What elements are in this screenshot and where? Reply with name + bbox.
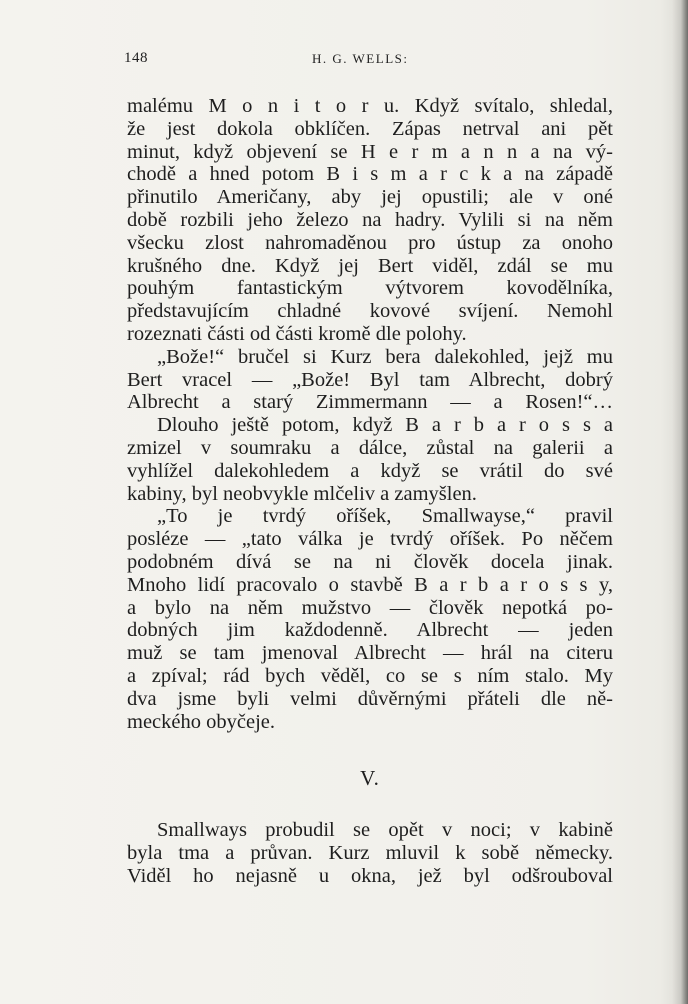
text-line: pouhým fantastickým výtvorem kovodělníka, — [127, 277, 613, 300]
text-line: podobném dívá se na ni člověk docela jinak. — [127, 550, 613, 573]
text-line: vyhlížel dalekohledem a když se vrátil do své — [127, 459, 613, 482]
chapter-section-heading: V. — [360, 766, 380, 791]
text-line: představujícím chladné kovové svíjení. Nemohl — [127, 300, 613, 323]
page-binding-shadow — [672, 0, 688, 1004]
running-head: H. G. WELLS: — [312, 51, 409, 66]
text-line: kabiny, byl neobvykle mlčeliv a zamyšlen. — [127, 482, 477, 505]
text-line: přinutilo Američany, aby jej opustili; ale v oné — [127, 186, 613, 209]
text-line: dobných jim každodenně. Albrecht — jeden — [127, 619, 613, 642]
text-line: malému M o n i t o r u. Když svítalo, shledal, — [127, 95, 613, 117]
text-line: době rozbili jeho železo na hadry. Vylili si na něm — [127, 208, 613, 231]
paragraph — [127, 819, 613, 887]
text-line: Albrecht a starý Zimmermann — a Rosen!“… — [127, 391, 613, 414]
text-line: zmizel v soumraku a dálce, zůstal na galerii a — [127, 436, 613, 459]
text-line: byla tma a průvan. Kurz mluvil k sobě německy. — [127, 842, 613, 865]
text-line: a bylo na něm mužstvo — člověk nepotká po- — [127, 596, 613, 619]
text-line: posléze — „tato válka je tvrdý oříšek. Po něčem — [127, 528, 613, 551]
text-line: že jest dokola obklíčen. Zápas netrval ani pět — [127, 117, 613, 140]
text-line: muž se tam jmenoval Albrecht — hrál na citeru — [127, 642, 613, 665]
text-line: Bert vracel — „Bože! Byl tam Albrecht, dobrý — [127, 368, 613, 391]
paragraph — [127, 346, 613, 414]
text-line: krušného dne. Když jej Bert viděl, zdál se mu — [127, 254, 613, 277]
text-line: minut, když objevení se H e r m a n n a na vý- — [127, 140, 613, 163]
page-number: 148 — [124, 50, 148, 66]
body-text — [127, 95, 613, 888]
text-line: Dlouho ještě potom, když B a r b a r o s s a — [157, 414, 613, 437]
text-line: „To je tvrdý oříšek, Smallwayse,“ pravil — [157, 505, 613, 528]
paragraph — [127, 414, 613, 505]
page-header — [124, 50, 594, 72]
text-line: „Bože!“ bručel si Kurz bera dalekohled, jejž mu — [157, 345, 613, 368]
text-line: Smallways probudil se opět v noci; v kabině — [157, 819, 613, 842]
text-line: chodě a hned potom B i s m a r c k a na západě — [127, 163, 613, 186]
text-line: rozeznati části od části kromě dle polohy. — [127, 322, 467, 345]
text-line: meckého obyčeje. — [127, 710, 275, 733]
text-line: všecku zlost nahromaděnou pro ústup za onoho — [127, 231, 613, 254]
text-line: Viděl ho nejasně u okna, jež byl odšrouboval — [127, 864, 613, 887]
paragraph — [127, 95, 613, 346]
paragraph — [127, 505, 613, 733]
text-line: Mnoho lidí pracovalo o stavbě B a r b a r o s s y, — [127, 573, 613, 596]
text-line: a zpíval; rád bych věděl, co se s ním stalo. My — [127, 664, 613, 687]
text-line: dva jsme byli velmi důvěrnými přáteli dle ně- — [127, 687, 613, 710]
